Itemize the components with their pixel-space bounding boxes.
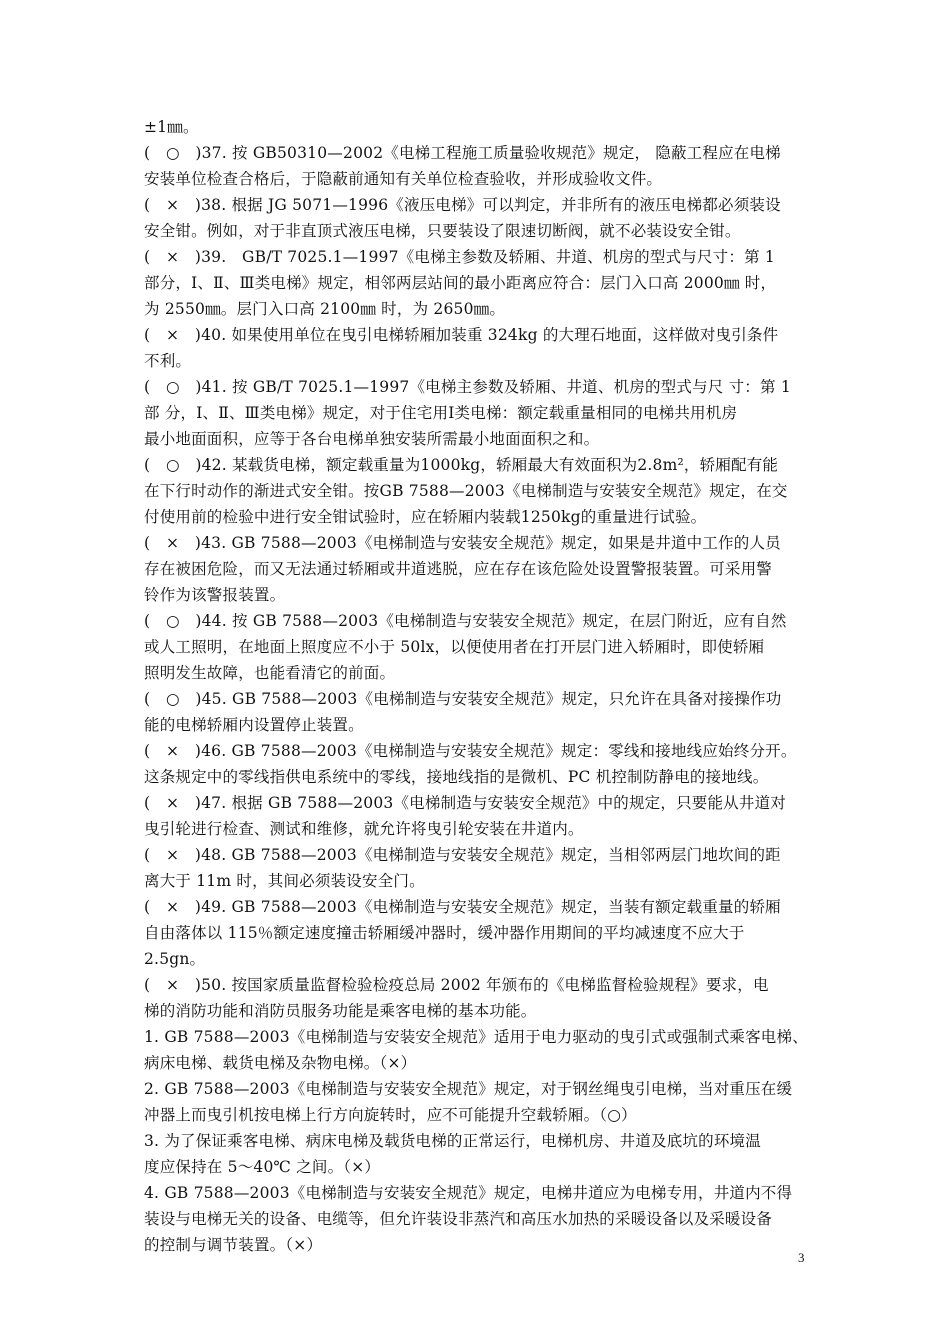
- document-body: [144, 114, 810, 1258]
- text-line: 为 2550㎜。层门入口高 2100㎜ 时，为 2650㎜。: [144, 300, 506, 318]
- text-line: ( × )39. GB/T 7025.1—1997《电梯主参数及轿厢、井道、机房的型式与尺寸：第 1: [144, 248, 775, 266]
- text-line: 自由落体以 115％额定速度撞击轿厢缓冲器时，缓冲器作用期间的平均减速度不应大于: [144, 924, 745, 942]
- text-line: ( × )38. 根据 JG 5071—1996《液压电梯》可以判定，并非所有的液压电梯都必须装设: [144, 196, 781, 214]
- text-line: 曳引轮进行检查、测试和维修，就允许将曳引轮安装在井道内。: [144, 820, 584, 838]
- text-line: ( × )49. GB 7588—2003《电梯制造与安装安全规范》规定，当装有额定载重量的轿厢: [144, 898, 781, 916]
- text-line: ( × )46. GB 7588—2003《电梯制造与安装安全规范》规定：零线和接地线应始终分开。: [144, 742, 797, 760]
- text-line: 存在被困危险，而又无法通过轿厢或井道逃脱，应在存在该危险处设置警报装置。可采用警: [144, 560, 773, 578]
- text-line: ( × )50. 按国家质量监督检验检疫总局 2002 年颁布的《电梯监督检验规程》要求，电: [144, 976, 769, 994]
- text-line: ( ○ )41. 按 GB/T 7025.1—1997《电梯主参数及轿厢、井道、机房的型式与尺 寸：第 1: [144, 378, 791, 396]
- text-line: 3. 为了保证乘客电梯、病床电梯及载货电梯的正常运行，电梯机房、井道及底坑的环境温: [144, 1132, 761, 1150]
- text-line: 冲器上而曳引机按电梯上行方向旋转时，应不可能提升空载轿厢。（○）: [144, 1106, 637, 1124]
- text-line: 或人工照明，在地面上照度应不小于 50lx，以便使用者在打开层门进入轿厢时，即使轿厢: [144, 638, 765, 656]
- text-line: ( ○ )42. 某载货电梯，额定载重量为1000kg，轿厢最大有效面积为2.8m²，轿厢配有能: [144, 456, 779, 474]
- text-line: 安装单位检查合格后，于隐蔽前通知有关单位检查验收，并形成验收文件。: [144, 170, 663, 188]
- text-line: ( ○ )45. GB 7588—2003《电梯制造与安装安全规范》规定，只允许在具备对接操作功: [144, 690, 782, 708]
- text-line: ±1㎜。: [144, 118, 199, 136]
- text-line: ( × )40. 如果使用单位在曳引电梯轿厢加装重 324kg 的大理石地面，这样做对曳引条件: [144, 326, 779, 344]
- text-line: 能的电梯轿厢内设置停止装置。: [144, 716, 364, 734]
- text-line: 的控制与调节装置。（×）: [144, 1236, 323, 1254]
- text-line: 最小地面面积，应等于各台电梯单独安装所需最小地面面积之和。: [144, 430, 600, 448]
- text-line: 1. GB 7588—2003《电梯制造与安装安全规范》适用于电力驱动的曳引式或强制式乘客电梯、: [144, 1028, 808, 1046]
- text-line: 这条规定中的零线指供电系统中的零线，接地线指的是微机、PC 机控制防静电的接地线。: [144, 768, 769, 786]
- text-line: 装设与电梯无关的设备、电缆等，但允许装设非蒸汽和高压水加热的采暖设备以及采暖设备: [144, 1210, 773, 1228]
- text-line: ( × )43. GB 7588—2003《电梯制造与安装安全规范》规定，如果是井道中工作的人员: [144, 534, 781, 552]
- text-line: 在下行时动作的渐进式安全钳。按GB 7588—2003《电梯制造与安装安全规范》规定，在交: [144, 482, 788, 500]
- page-number: 3: [798, 1250, 805, 1265]
- text-line: 铃作为该警报装置。: [144, 586, 286, 604]
- text-line: 病床电梯、载货电梯及杂物电梯。（×）: [144, 1054, 417, 1072]
- text-line: 付使用前的检验中进行安全钳试验时，应在轿厢内装载1250kg的重量进行试验。: [144, 508, 707, 526]
- text-line: 2.5gn。: [144, 950, 206, 968]
- text-line: 安全钳。例如，对于非直顶式液压电梯，只要装设了限速切断阀，就不必装设安全钳。: [144, 222, 741, 240]
- text-line: 2. GB 7588—2003《电梯制造与安装安全规范》规定，对于钢丝绳曳引电梯，当对重压在缓: [144, 1080, 793, 1098]
- text-line: ( ○ )37. 按 GB50310—2002《电梯工程施工质量验收规范》规定， 隐蔽工程应在电梯: [144, 144, 781, 162]
- text-line: ( ○ )44. 按 GB 7588—2003《电梯制造与安装安全规范》规定，在层门附近，应有自然: [144, 612, 787, 630]
- text-line: 离大于 11m 时，其间必须装设安全门。: [144, 872, 425, 890]
- text-line: ( × )48. GB 7588—2003《电梯制造与安装安全规范》规定，当相邻两层门地坎间的距: [144, 846, 781, 864]
- text-line: 不利。: [144, 352, 192, 370]
- text-line: 度应保持在 5～40℃ 之间。（×）: [144, 1158, 381, 1176]
- text-line: 部分，Ⅰ、Ⅱ、Ⅲ类电梯》规定，相邻两层站间的最小距离应符合：层门入口高 2000㎜ 时，: [144, 274, 777, 292]
- text-line: 部 分，Ⅰ、Ⅱ、Ⅲ类电梯》规定，对于住宅用Ⅰ类电梯：额定载重量相同的电梯共用机房: [144, 404, 738, 422]
- text-line: ( × )47. 根据 GB 7588—2003《电梯制造与安装安全规范》中的规定，只要能从井道对: [144, 794, 786, 812]
- text-line: 4. GB 7588—2003《电梯制造与安装安全规范》规定，电梯井道应为电梯专用，井道内不得: [144, 1184, 793, 1202]
- text-line: 梯的消防功能和消防员服务功能是乘客电梯的基本功能。: [144, 1002, 537, 1020]
- text-line: 照明发生故障，也能看清它的前面。: [144, 664, 396, 682]
